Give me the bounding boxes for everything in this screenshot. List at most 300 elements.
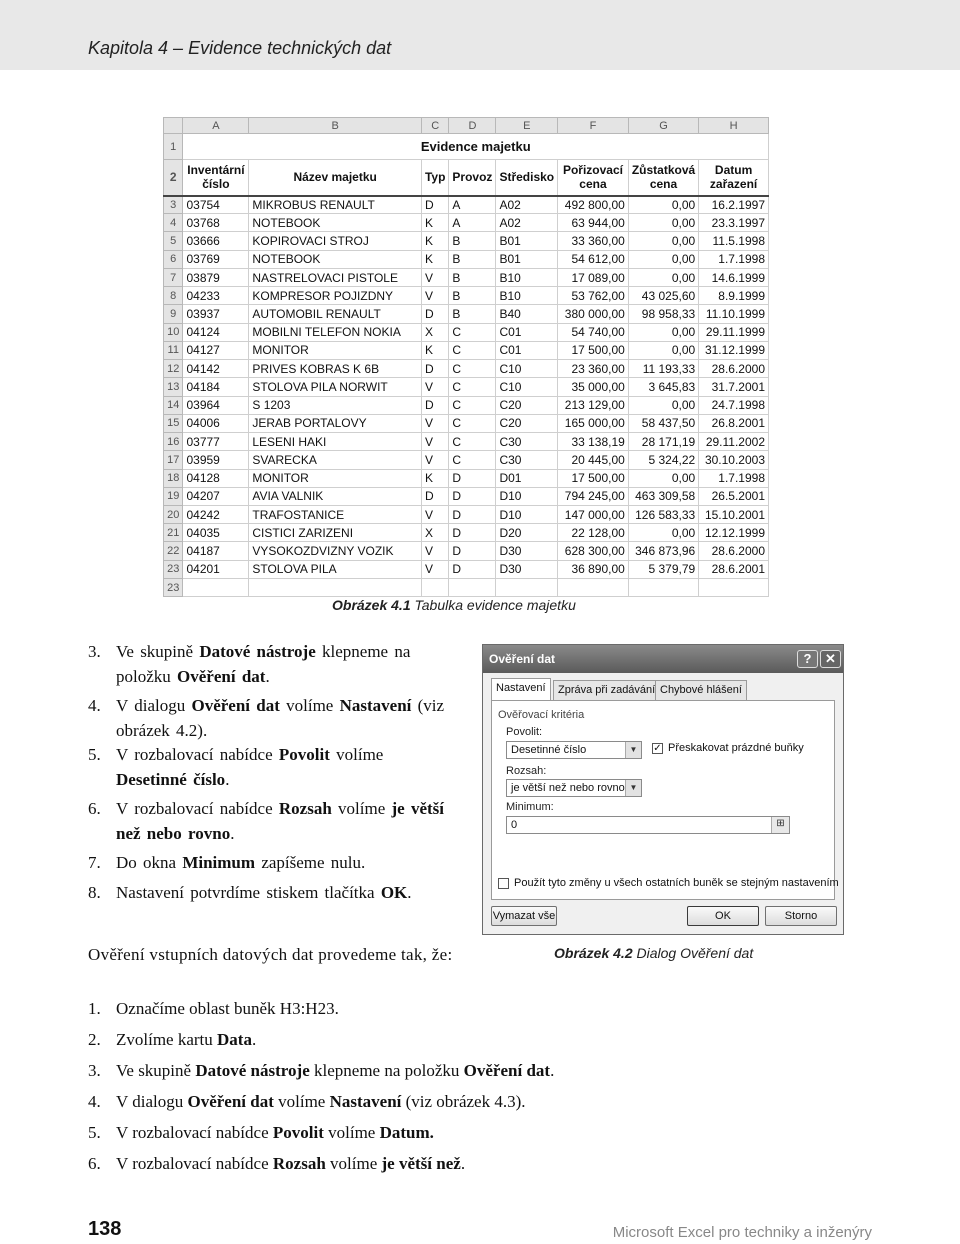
- table-cell[interactable]: SVARECKA: [249, 451, 422, 469]
- table-cell[interactable]: 0,00: [628, 250, 698, 268]
- table-cell[interactable]: B01: [496, 250, 558, 268]
- row-header[interactable]: 12: [164, 360, 183, 378]
- table-cell[interactable]: 31.12.1999: [699, 341, 769, 359]
- cancel-button[interactable]: Storno: [765, 906, 837, 926]
- table-cell[interactable]: NOTEBOOK: [249, 214, 422, 232]
- step-text: .: [265, 667, 270, 686]
- table-cell[interactable]: D20: [496, 524, 558, 542]
- table-row: [164, 378, 769, 396]
- table-cell[interactable]: C: [449, 451, 496, 469]
- table-cell[interactable]: 213 129,00: [558, 396, 629, 414]
- table-cell[interactable]: 30.10.2003: [699, 451, 769, 469]
- table-cell[interactable]: 24.7.1998: [699, 396, 769, 414]
- table-cell[interactable]: C: [449, 378, 496, 396]
- table-cell[interactable]: 03964: [183, 396, 249, 414]
- table-cell[interactable]: B40: [496, 305, 558, 323]
- table-cell[interactable]: D10: [496, 505, 558, 523]
- corner-cell[interactable]: [164, 118, 183, 134]
- table-cell[interactable]: [628, 578, 698, 596]
- column-title[interactable]: Typ: [421, 160, 448, 196]
- tab-settings[interactable]: Nastavení: [491, 678, 551, 701]
- row-header[interactable]: 6: [164, 250, 183, 268]
- step-number: 4.: [88, 696, 101, 715]
- table-cell[interactable]: AUTOMOBIL RENAULT: [249, 305, 422, 323]
- asset-table: [163, 117, 769, 597]
- row-header[interactable]: 9: [164, 305, 183, 323]
- table-cell[interactable]: 11 193,33: [628, 360, 698, 378]
- table-cell[interactable]: 5 324,22: [628, 451, 698, 469]
- table-cell[interactable]: 0,00: [628, 396, 698, 414]
- table-cell[interactable]: NOTEBOOK: [249, 250, 422, 268]
- allow-select[interactable]: [506, 741, 642, 759]
- step-text: Ve skupině: [116, 1061, 196, 1080]
- step-item: [88, 1027, 708, 1052]
- table-cell[interactable]: 1.7.1998: [699, 469, 769, 487]
- page-header: [0, 0, 960, 70]
- table-cell[interactable]: 0,00: [628, 341, 698, 359]
- table-cell[interactable]: 04242: [183, 505, 249, 523]
- table-cell[interactable]: V: [421, 287, 448, 305]
- column-header[interactable]: H: [699, 118, 769, 134]
- step-number: 7.: [88, 853, 101, 872]
- table-cell[interactable]: CISTICI ZARIZENI: [249, 524, 422, 542]
- table-cell[interactable]: 43 025,60: [628, 287, 698, 305]
- table-cell[interactable]: 04187: [183, 542, 249, 560]
- row-header[interactable]: 3: [164, 196, 183, 214]
- table-cell[interactable]: V: [421, 433, 448, 451]
- table-cell[interactable]: D01: [496, 469, 558, 487]
- table-row: [164, 578, 769, 596]
- table-cell[interactable]: 03879: [183, 268, 249, 286]
- minimum-input[interactable]: [506, 816, 790, 834]
- step-item: [88, 639, 460, 689]
- table-cell[interactable]: C: [449, 323, 496, 341]
- table-cell[interactable]: 04006: [183, 414, 249, 432]
- help-icon[interactable]: ?: [797, 650, 818, 668]
- row-header[interactable]: 21: [164, 524, 183, 542]
- step-text: volíme: [331, 799, 392, 818]
- table-cell[interactable]: B: [449, 305, 496, 323]
- column-header[interactable]: B: [249, 118, 422, 134]
- table-cell[interactable]: 26.8.2001: [699, 414, 769, 432]
- table-cell[interactable]: 15.10.2001: [699, 505, 769, 523]
- table-cell[interactable]: KOPIROVACI STROJ: [249, 232, 422, 250]
- step-number: 6.: [88, 799, 101, 818]
- table-cell[interactable]: D: [449, 560, 496, 578]
- step-text: Zvolíme kartu: [116, 1030, 218, 1049]
- table-cell[interactable]: B: [449, 232, 496, 250]
- table-row: [164, 469, 769, 487]
- table-cell[interactable]: 17 089,00: [558, 268, 629, 286]
- column-title[interactable]: Název majetku: [249, 160, 422, 196]
- table-cell[interactable]: 04128: [183, 469, 249, 487]
- table-cell[interactable]: D: [449, 505, 496, 523]
- row-header[interactable]: 10: [164, 323, 183, 341]
- step-emphasis: Ověření dat: [463, 1061, 551, 1080]
- table-cell[interactable]: B10: [496, 287, 558, 305]
- table-cell[interactable]: A: [449, 214, 496, 232]
- table-cell[interactable]: 33 138,19: [558, 433, 629, 451]
- table-cell[interactable]: 147 000,00: [558, 505, 629, 523]
- step-text: V dialogu: [116, 1092, 188, 1111]
- table-cell[interactable]: 5 379,79: [628, 560, 698, 578]
- table-cell[interactable]: D: [421, 196, 448, 214]
- table-cell[interactable]: 98 958,33: [628, 305, 698, 323]
- table-cell[interactable]: 54 612,00: [558, 250, 629, 268]
- sheet-title[interactable]: Evidence majetku: [183, 134, 769, 160]
- row-header[interactable]: 23: [164, 578, 183, 596]
- table-cell[interactable]: X: [421, 323, 448, 341]
- table-cell[interactable]: [496, 578, 558, 596]
- table-cell[interactable]: 04124: [183, 323, 249, 341]
- table-cell[interactable]: 12.12.1999: [699, 524, 769, 542]
- step-text: .: [460, 1154, 466, 1173]
- table-cell[interactable]: 26.5.2001: [699, 487, 769, 505]
- table-cell[interactable]: 54 740,00: [558, 323, 629, 341]
- row-header[interactable]: 20: [164, 505, 183, 523]
- step-number: 6.: [88, 1154, 101, 1173]
- table-cell[interactable]: STOLOVA PILA: [249, 560, 422, 578]
- table-cell[interactable]: D: [421, 487, 448, 505]
- table-cell[interactable]: 126 583,33: [628, 505, 698, 523]
- table-cell[interactable]: JERAB PORTALOVY: [249, 414, 422, 432]
- close-icon[interactable]: ✕: [820, 650, 841, 668]
- table-cell[interactable]: V: [421, 505, 448, 523]
- table-cell[interactable]: V: [421, 542, 448, 560]
- step-emphasis: je větší než nebo rovno: [116, 799, 445, 843]
- table-cell[interactable]: 1.7.1998: [699, 250, 769, 268]
- table-cell[interactable]: [249, 578, 422, 596]
- table-cell[interactable]: 03754: [183, 196, 249, 214]
- step-item: [88, 693, 460, 743]
- row-header[interactable]: 19: [164, 487, 183, 505]
- table-cell[interactable]: K: [421, 341, 448, 359]
- table-cell[interactable]: C01: [496, 323, 558, 341]
- table-cell[interactable]: 492 800,00: [558, 196, 629, 214]
- column-title[interactable]: Pořizovací cena: [558, 160, 629, 196]
- table-cell[interactable]: 3 645,83: [628, 378, 698, 396]
- table-cell[interactable]: C30: [496, 451, 558, 469]
- table-cell[interactable]: B: [449, 268, 496, 286]
- column-title[interactable]: Inventární číslo: [183, 160, 249, 196]
- table-cell[interactable]: 0,00: [628, 469, 698, 487]
- row-header[interactable]: 18: [164, 469, 183, 487]
- tab-input-message[interactable]: Zpráva při zadávání: [553, 680, 660, 700]
- table-cell[interactable]: 33 360,00: [558, 232, 629, 250]
- table-cell[interactable]: 58 437,50: [628, 414, 698, 432]
- table-cell[interactable]: MONITOR: [249, 469, 422, 487]
- table-cell[interactable]: D: [421, 360, 448, 378]
- column-header[interactable]: C: [421, 118, 448, 134]
- table-cell[interactable]: 04201: [183, 560, 249, 578]
- row-header[interactable]: 5: [164, 232, 183, 250]
- table-cell[interactable]: 04233: [183, 287, 249, 305]
- table-cell[interactable]: S 1203: [249, 396, 422, 414]
- clear-all-button[interactable]: Vymazat vše: [491, 906, 557, 926]
- table-cell[interactable]: AVIA VALNIK: [249, 487, 422, 505]
- table-cell[interactable]: 23.3.1997: [699, 214, 769, 232]
- table-cell[interactable]: 35 000,00: [558, 378, 629, 396]
- table-cell[interactable]: C20: [496, 414, 558, 432]
- row-header[interactable]: 13: [164, 378, 183, 396]
- table-cell[interactable]: C10: [496, 378, 558, 396]
- table-cell[interactable]: 14.6.1999: [699, 268, 769, 286]
- step-number: 5.: [88, 1123, 101, 1142]
- settings-panel: [491, 700, 839, 900]
- step-text: V rozbalovací nabídce: [116, 745, 279, 764]
- table-cell[interactable]: 17 500,00: [558, 469, 629, 487]
- step-item: [88, 880, 460, 905]
- table-cell[interactable]: [183, 578, 249, 596]
- row-header[interactable]: 2: [164, 160, 183, 196]
- step-text: .: [230, 824, 235, 843]
- table-cell[interactable]: C10: [496, 360, 558, 378]
- table-cell[interactable]: B: [449, 250, 496, 268]
- tab-error-alert[interactable]: Chybové hlášení: [655, 680, 747, 700]
- row-header[interactable]: 8: [164, 287, 183, 305]
- table-row: [164, 524, 769, 542]
- data-label: Rozsah:: [506, 765, 547, 777]
- table-cell[interactable]: 36 890,00: [558, 560, 629, 578]
- table-cell[interactable]: C20: [496, 396, 558, 414]
- table-cell[interactable]: C: [449, 341, 496, 359]
- table-cell[interactable]: D: [421, 396, 448, 414]
- table-cell[interactable]: D: [421, 305, 448, 323]
- table-cell[interactable]: D: [449, 469, 496, 487]
- column-header[interactable]: A: [183, 118, 249, 134]
- table-cell[interactable]: C: [449, 433, 496, 451]
- table-cell[interactable]: 17 500,00: [558, 341, 629, 359]
- table-cell[interactable]: 794 245,00: [558, 487, 629, 505]
- table-cell[interactable]: A02: [496, 214, 558, 232]
- table-cell[interactable]: C: [449, 396, 496, 414]
- table-cell[interactable]: TRAFOSTANICE: [249, 505, 422, 523]
- table-cell[interactable]: A02: [496, 196, 558, 214]
- table-cell[interactable]: 0,00: [628, 268, 698, 286]
- table-cell[interactable]: D: [449, 524, 496, 542]
- table-cell[interactable]: 11.10.1999: [699, 305, 769, 323]
- column-title[interactable]: Středisko: [496, 160, 558, 196]
- step-text: V rozbalovací nabídce: [116, 1123, 273, 1142]
- table-cell[interactable]: V: [421, 414, 448, 432]
- table-cell[interactable]: 04142: [183, 360, 249, 378]
- table-cell[interactable]: [421, 578, 448, 596]
- table-cell[interactable]: 16.2.1997: [699, 196, 769, 214]
- table-cell[interactable]: 28.6.2000: [699, 542, 769, 560]
- data-validation-dialog: [482, 644, 844, 935]
- ok-button[interactable]: OK: [687, 906, 759, 926]
- table-cell[interactable]: 03937: [183, 305, 249, 323]
- table-cell[interactable]: V: [421, 268, 448, 286]
- table-cell[interactable]: 03777: [183, 433, 249, 451]
- table-cell[interactable]: 28.6.2001: [699, 560, 769, 578]
- table-cell[interactable]: 29.11.2002: [699, 433, 769, 451]
- table-cell[interactable]: 0,00: [628, 323, 698, 341]
- table-cell[interactable]: V: [421, 560, 448, 578]
- table-cell[interactable]: 28.6.2000: [699, 360, 769, 378]
- table-cell[interactable]: KOMPRESOR POJIZDNY: [249, 287, 422, 305]
- table-cell[interactable]: 03666: [183, 232, 249, 250]
- table-cell[interactable]: 31.7.2001: [699, 378, 769, 396]
- step-emphasis: Rozsah: [278, 799, 332, 818]
- step-text: volíme: [323, 1123, 380, 1142]
- table-cell[interactable]: X: [421, 524, 448, 542]
- table-cell[interactable]: B: [449, 287, 496, 305]
- table-cell[interactable]: 0,00: [628, 214, 698, 232]
- table-cell[interactable]: C: [449, 414, 496, 432]
- row-header[interactable]: 22: [164, 542, 183, 560]
- table-row: [164, 487, 769, 505]
- table-cell[interactable]: 20 445,00: [558, 451, 629, 469]
- table-cell[interactable]: K: [421, 214, 448, 232]
- table-cell[interactable]: [449, 578, 496, 596]
- table-cell[interactable]: 04127: [183, 341, 249, 359]
- table-cell[interactable]: V: [421, 378, 448, 396]
- table-cell[interactable]: 28 171,19: [628, 433, 698, 451]
- table-cell[interactable]: 0,00: [628, 196, 698, 214]
- table-cell[interactable]: 04207: [183, 487, 249, 505]
- chevron-down-icon: ▼: [625, 780, 641, 796]
- step-emphasis: Nastavení: [339, 696, 412, 715]
- table-cell[interactable]: VYSOKOZDVIZNY VOZIK: [249, 542, 422, 560]
- table-cell[interactable]: 165 000,00: [558, 414, 629, 432]
- column-title[interactable]: Zůstatková cena: [628, 160, 698, 196]
- table-cell[interactable]: C30: [496, 433, 558, 451]
- step-emphasis: Povolit: [272, 1123, 324, 1142]
- column-header[interactable]: E: [496, 118, 558, 134]
- table-cell[interactable]: B10: [496, 268, 558, 286]
- step-emphasis: Datum.: [379, 1123, 434, 1142]
- table-cell[interactable]: [699, 578, 769, 596]
- row-header[interactable]: 11: [164, 341, 183, 359]
- step-item: [88, 1089, 708, 1114]
- range-picker-icon[interactable]: ⊞: [771, 817, 789, 833]
- table-cell[interactable]: 53 762,00: [558, 287, 629, 305]
- row-header[interactable]: 7: [164, 268, 183, 286]
- step-text: .: [550, 1061, 555, 1080]
- data-select[interactable]: [506, 779, 642, 797]
- table-cell[interactable]: LESENI HAKI: [249, 433, 422, 451]
- step-text: Označíme oblast buněk H3:H23.: [116, 999, 339, 1018]
- table-cell[interactable]: D30: [496, 542, 558, 560]
- table-cell[interactable]: MOBILNI TELEFON NOKIA: [249, 323, 422, 341]
- chevron-down-icon: ▼: [625, 742, 641, 758]
- row-header[interactable]: 17: [164, 451, 183, 469]
- table-row: [164, 414, 769, 432]
- step-text: (viz obrázek 4.2).: [116, 696, 445, 740]
- step-number: 3.: [88, 642, 101, 661]
- table-cell[interactable]: 03959: [183, 451, 249, 469]
- table-cell[interactable]: 63 944,00: [558, 214, 629, 232]
- table-cell[interactable]: C01: [496, 341, 558, 359]
- step-text: volíme: [325, 1154, 382, 1173]
- table-cell[interactable]: NASTRELOVACI PISTOLE: [249, 268, 422, 286]
- column-header[interactable]: D: [449, 118, 496, 134]
- column-header[interactable]: G: [628, 118, 698, 134]
- table-cell[interactable]: D10: [496, 487, 558, 505]
- step-text: Nastavení potvrdíme stiskem tlačítka: [116, 883, 381, 902]
- step-item: [88, 1120, 708, 1145]
- ignore-blank-checkbox[interactable]: ✓: [653, 743, 662, 754]
- row-header[interactable]: 4: [164, 214, 183, 232]
- table-cell[interactable]: K: [421, 232, 448, 250]
- data-value: je větší než nebo rovno: [511, 782, 625, 794]
- dialog-titlebar: [483, 645, 843, 673]
- table-cell[interactable]: D30: [496, 560, 558, 578]
- table-cell[interactable]: 628 300,00: [558, 542, 629, 560]
- step-item: [88, 1058, 708, 1083]
- table-cell[interactable]: MIKROBUS RENAULT: [249, 196, 422, 214]
- table-cell[interactable]: K: [421, 250, 448, 268]
- step-number: 5.: [88, 745, 101, 764]
- row-header[interactable]: 1: [164, 134, 183, 160]
- row-header[interactable]: 23: [164, 560, 183, 578]
- table-cell[interactable]: 463 309,58: [628, 487, 698, 505]
- table-cell[interactable]: A: [449, 196, 496, 214]
- column-header[interactable]: F: [558, 118, 629, 134]
- table-cell[interactable]: 04035: [183, 524, 249, 542]
- table-cell[interactable]: D: [449, 487, 496, 505]
- table-cell[interactable]: 0,00: [628, 524, 698, 542]
- table-cell[interactable]: STOLOVA PILA NORWIT: [249, 378, 422, 396]
- step-emphasis: Data: [217, 1030, 252, 1049]
- table-cell[interactable]: MONITOR: [249, 341, 422, 359]
- step-text: V rozbalovací nabídce: [116, 1154, 273, 1173]
- table-cell[interactable]: V: [421, 451, 448, 469]
- table-cell[interactable]: 04184: [183, 378, 249, 396]
- step-text: .: [407, 883, 412, 902]
- row-header[interactable]: 16: [164, 433, 183, 451]
- table-cell[interactable]: 11.5.1998: [699, 232, 769, 250]
- table-cell[interactable]: 03768: [183, 214, 249, 232]
- table-cell[interactable]: 8.9.1999: [699, 287, 769, 305]
- step-item: [88, 850, 460, 875]
- row-header[interactable]: 14: [164, 396, 183, 414]
- step-emphasis: Ověření dat: [191, 696, 280, 715]
- step-text: V dialogu: [116, 696, 192, 715]
- table-cell[interactable]: [558, 578, 629, 596]
- table-cell[interactable]: 380 000,00: [558, 305, 629, 323]
- table-row: [164, 560, 769, 578]
- table-cell[interactable]: 346 873,96: [628, 542, 698, 560]
- table-cell[interactable]: PRIVES KOBRAS K 6B: [249, 360, 422, 378]
- step-emphasis: Datové nástroje: [199, 642, 316, 661]
- allow-value: Desetinné číslo: [511, 744, 587, 756]
- table-cell[interactable]: 0,00: [628, 232, 698, 250]
- table-cell[interactable]: 29.11.1999: [699, 323, 769, 341]
- book-title: Microsoft Excel pro techniky a inženýry: [612, 1224, 872, 1241]
- header-row: [164, 160, 769, 196]
- step-emphasis: Nastavení: [329, 1092, 402, 1111]
- intro-paragraph: Ověření vstupních datových dat provedeme tak, že:: [88, 945, 453, 964]
- table-row: [164, 341, 769, 359]
- table-cell[interactable]: C: [449, 360, 496, 378]
- step-number: 3.: [88, 1061, 101, 1080]
- column-title[interactable]: Provoz: [449, 160, 496, 196]
- column-title[interactable]: Datum zařazení: [699, 160, 769, 196]
- table-cell[interactable]: D: [449, 542, 496, 560]
- step-text: .: [225, 770, 230, 789]
- table-cell[interactable]: 03769: [183, 250, 249, 268]
- table-cell[interactable]: 23 360,00: [558, 360, 629, 378]
- step-text: (viz obrázek 4.3).: [401, 1092, 526, 1111]
- row-header[interactable]: 15: [164, 414, 183, 432]
- apply-all-checkbox[interactable]: [498, 878, 509, 889]
- table-cell[interactable]: B01: [496, 232, 558, 250]
- table-cell[interactable]: 22 128,00: [558, 524, 629, 542]
- step-text: zapíšeme nulu.: [255, 853, 366, 872]
- table-cell[interactable]: K: [421, 469, 448, 487]
